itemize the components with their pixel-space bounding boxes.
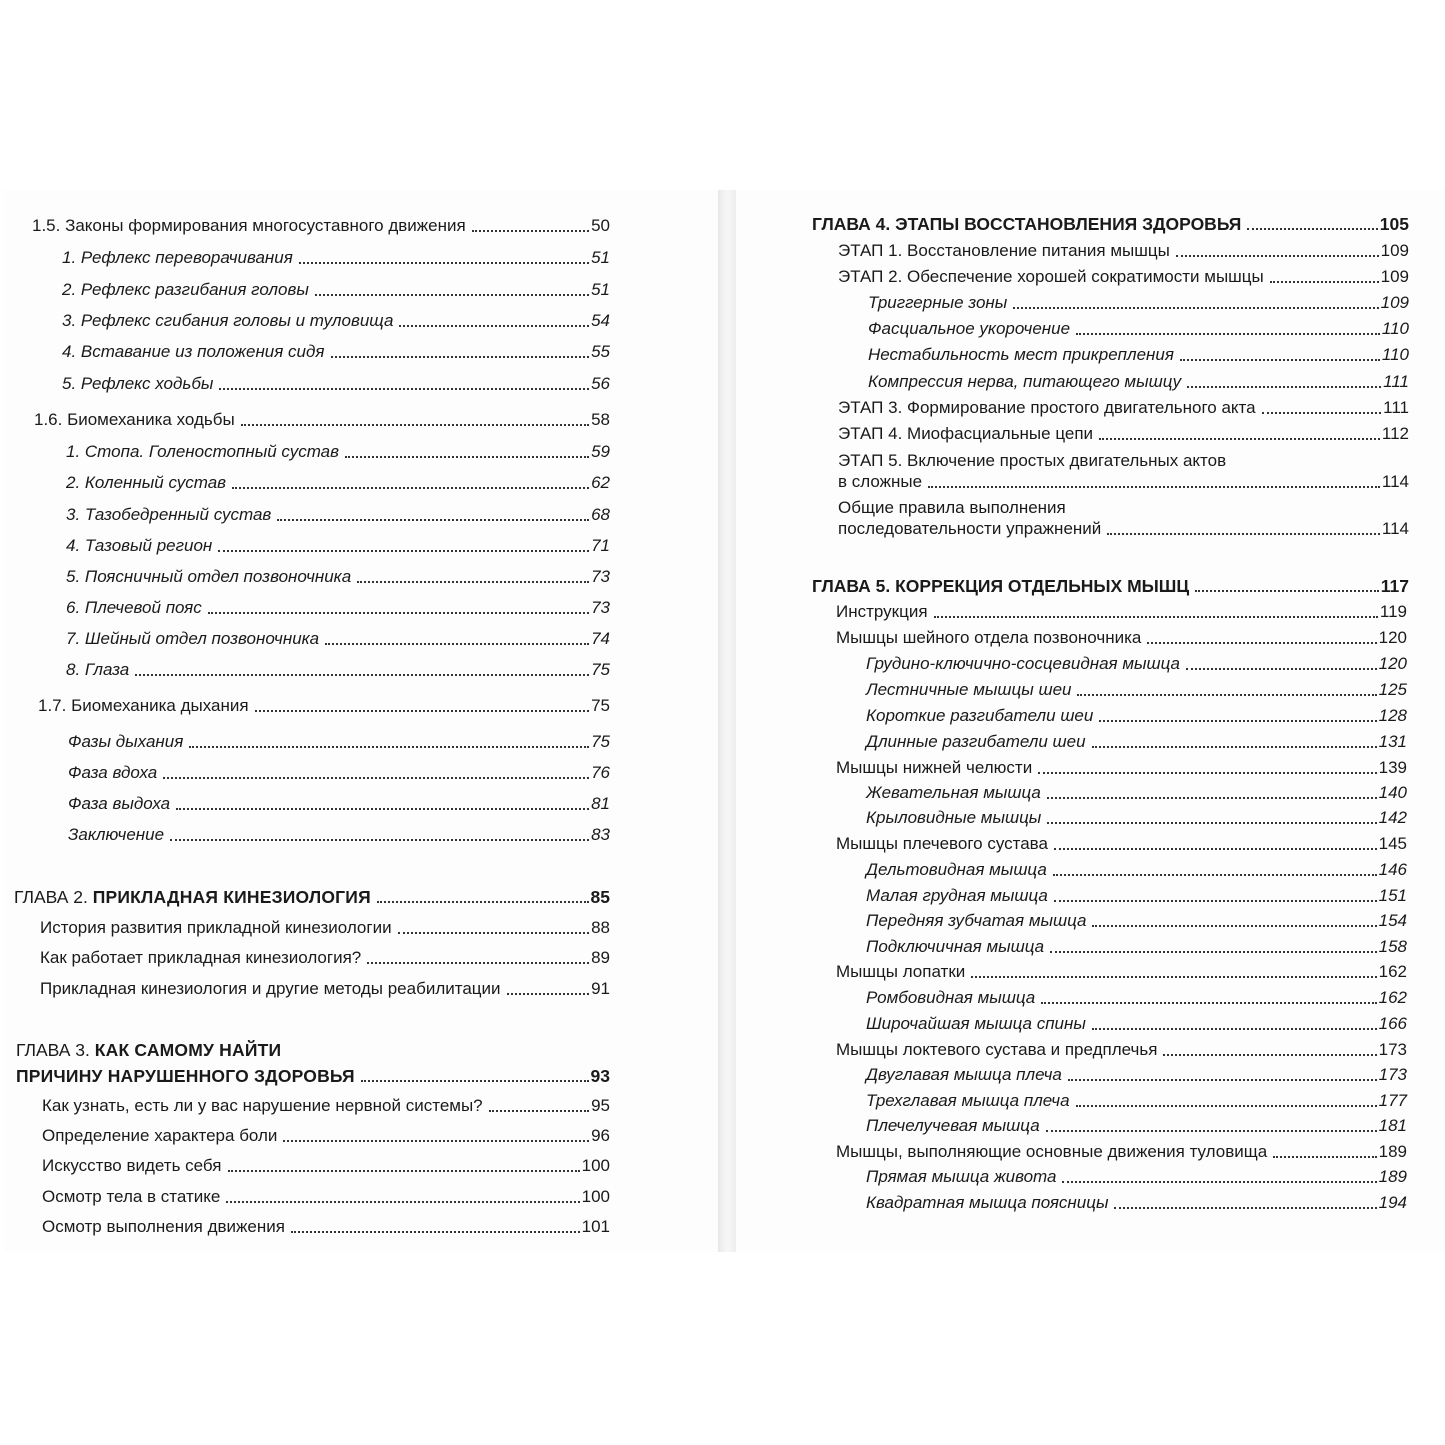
toc-entry: Определение характера боли 96: [42, 1126, 610, 1145]
toc-entry: 5. Поясничный отдел позвоночника 73: [66, 567, 610, 586]
toc-entry: Заключение 83: [68, 825, 610, 844]
toc-entry-line1: ЭТАП 5. Включение простых двигательных актов: [838, 451, 1227, 470]
toc-entry: Прикладная кинезиология и другие методы реабилитации 91: [40, 979, 610, 998]
book-spine: [718, 190, 738, 1252]
toc-entry: ЭТАП 3. Формирование простого двигательного акта 111: [838, 398, 1409, 417]
toc-entry: Как узнать, есть ли у вас нарушение нервной системы? 95: [42, 1096, 610, 1115]
toc-entry-line1: Общие правила выполнения: [838, 498, 1066, 517]
chapter-2-heading: ГЛАВА 2. ПРИКЛАДНАЯ КИНЕЗИОЛОГИЯ 85: [14, 887, 610, 907]
toc-entry: 7. Шейный отдел позвоночника 74: [66, 629, 610, 648]
toc-entry: 1. Стопа. Голеностопный сустав 59: [66, 442, 610, 461]
toc-entry: История развития прикладной кинезиологии 88: [40, 918, 610, 937]
toc-entry: Лестничные мышцы шеи 125: [866, 680, 1407, 699]
toc-entry: Компрессия нерва, питающего мышцу 111: [868, 372, 1409, 391]
toc-entry: 4. Вставание из положения сидя 55: [62, 342, 610, 361]
toc-entry: Ромбовидная мышца 162: [866, 988, 1407, 1007]
toc-entry: Широчайшая мышца спины 166: [866, 1014, 1407, 1033]
toc-entry: Двуглавая мышца плеча 173: [866, 1065, 1407, 1084]
toc-entry: 3. Рефлекс сгибания головы и туловища 54: [62, 311, 610, 330]
toc-entry: 1.6. Биомеханика ходьбы 58: [34, 410, 610, 429]
chapter-3-heading-line1: ГЛАВА 3. КАК САМОМУ НАЙТИ: [16, 1040, 282, 1060]
toc-entry: Фаза выдоха 81: [68, 794, 610, 813]
toc-entry: 1. Рефлекс переворачивания 51: [62, 248, 610, 267]
toc-entry: 8. Глаза 75: [66, 660, 610, 679]
toc-entry: Осмотр выполнения движения 101: [42, 1217, 610, 1236]
toc-entry: Передняя зубчатая мышца 154: [866, 911, 1407, 930]
toc-entry: 1.5. Законы формирования многосуставного движения 50: [32, 216, 610, 235]
toc-entry: 2. Коленный сустав 62: [66, 473, 610, 492]
toc-entry: Как работает прикладная кинезиология? 89: [40, 948, 610, 967]
toc-entry: Мышцы лопатки 162: [836, 962, 1407, 981]
toc-entry: Грудино-ключично-сосцевидная мышца 120: [866, 654, 1407, 673]
toc-entry: Фазы дыхания 75: [68, 732, 610, 751]
toc-entry: Осмотр тела в статике 100: [42, 1187, 610, 1206]
toc-entry: Фасциальное укорочение 110: [868, 319, 1409, 338]
toc-entry: Мышцы шейного отдела позвоночника 120: [836, 628, 1407, 647]
chapter-4-heading: ГЛАВА 4. ЭТАПЫ ВОССТАНОВЛЕНИЯ ЗДОРОВЬЯ 105: [812, 214, 1409, 234]
toc-entry: Плечелучевая мышца 181: [866, 1116, 1407, 1135]
toc-entry: Фаза вдоха 76: [68, 763, 610, 782]
chapter-3-heading-line2: ПРИЧИНУ НАРУШЕННОГО ЗДОРОВЬЯ 93: [16, 1066, 610, 1086]
toc-entry-line2: в сложные 114: [838, 472, 1409, 491]
toc-entry: ЭТАП 4. Миофасциальные цепи 112: [838, 424, 1409, 443]
toc-entry: Мышцы, выполняющие основные движения туловища 189: [836, 1142, 1407, 1161]
toc-entry: Мышцы нижней челюсти 139: [836, 758, 1407, 777]
toc-entry: 4. Тазовый регион 71: [66, 536, 610, 555]
toc-entry: 1.7. Биомеханика дыхания 75: [38, 696, 610, 715]
toc-entry: 3. Тазобедренный сустав 68: [66, 505, 610, 524]
toc-entry: 5. Рефлекс ходьбы 56: [62, 374, 610, 393]
toc-entry: Инструкция 119: [836, 602, 1407, 621]
toc-entry: Искусство видеть себя 100: [42, 1156, 610, 1175]
toc-entry: Короткие разгибатели шеи 128: [866, 706, 1407, 725]
toc-entry: Дельтовидная мышца 146: [866, 860, 1407, 879]
toc-entry: Прямая мышца живота 189: [866, 1167, 1407, 1186]
toc-entry: Квадратная мышца поясницы 194: [866, 1193, 1407, 1212]
toc-entry: 6. Плечевой пояс 73: [66, 598, 610, 617]
toc-entry: ЭТАП 2. Обеспечение хорошей сократимости мышцы 109: [838, 267, 1409, 286]
toc-entry: Триггерные зоны 109: [868, 293, 1409, 312]
toc-entry: Длинные разгибатели шеи 131: [866, 732, 1407, 751]
toc-entry: 2. Рефлекс разгибания головы 51: [62, 280, 610, 299]
toc-entry: Трехглавая мышца плеча 177: [866, 1091, 1407, 1110]
toc-entry: Подключичная мышца 158: [866, 937, 1407, 956]
toc-entry: Малая грудная мышца 151: [866, 886, 1407, 905]
toc-entry: Крыловидные мышцы 142: [866, 808, 1407, 827]
toc-entry: Мышцы локтевого сустава и предплечья 173: [836, 1040, 1407, 1059]
toc-entry-line2: последовательности упражнений 114: [838, 519, 1409, 538]
toc-entry: Жевательная мышца 140: [866, 783, 1407, 802]
toc-entry: Нестабильность мест прикрепления 110: [868, 345, 1409, 364]
toc-entry: Мышцы плечевого сустава 145: [836, 834, 1407, 853]
chapter-5-heading: ГЛАВА 5. КОРРЕКЦИЯ ОТДЕЛЬНЫХ МЫШЦ 117: [812, 576, 1409, 596]
toc-entry: ЭТАП 1. Восстановление питания мышцы 109: [838, 241, 1409, 260]
